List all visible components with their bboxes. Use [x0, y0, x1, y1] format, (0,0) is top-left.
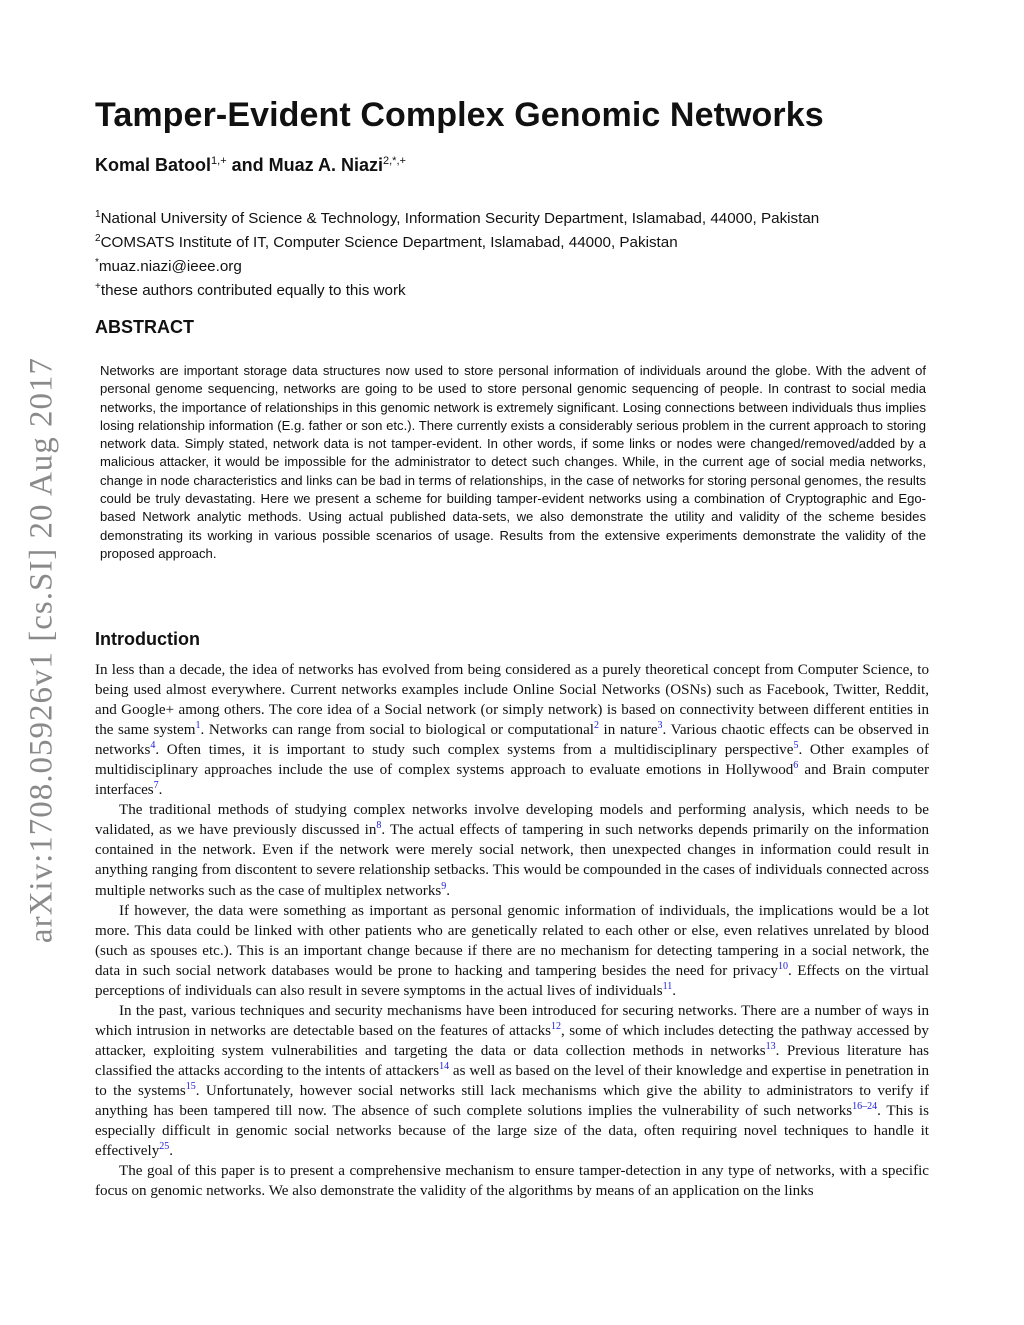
affiliation-text: COMSATS Institute of IT, Computer Science Department, Islamabad, 44000, Pakistan: [100, 234, 678, 252]
citation-link[interactable]: 5: [793, 740, 799, 752]
body-paragraph: [95, 901, 929, 1001]
citation-link[interactable]: 15: [185, 1080, 196, 1092]
author-affiliation-mark: 2,*,+: [383, 155, 406, 167]
paragraph-text: . Effects on the virtual perceptions of individuals can also result in severe symptoms in the actual lives of individuals: [95, 962, 929, 999]
citation-link[interactable]: 7: [153, 780, 159, 792]
author-name: Komal Batool: [95, 155, 212, 175]
body-paragraph: [95, 1001, 929, 1161]
citation-link[interactable]: 3: [657, 720, 663, 732]
paragraph-text: as well as based on the level of their knowledge and expertise in penetration in to the systems: [95, 1062, 929, 1099]
affiliation-line: [95, 277, 819, 301]
citation-link[interactable]: 8: [376, 820, 382, 832]
affiliation-mark: 2: [95, 233, 101, 245]
paragraph-text: . Other examples of multidisciplinary approaches include the use of complex systems approach to evaluate emotions in Hollywood: [95, 742, 929, 779]
citation-link[interactable]: 11: [662, 980, 673, 992]
paragraph-text: .: [672, 982, 676, 999]
affiliation-text: these authors contributed equally to this work: [100, 282, 406, 300]
citation-link[interactable]: 16–24: [852, 1101, 878, 1112]
affiliation-mark: 1: [95, 209, 101, 220]
paper-title: Tamper-Evident Complex Genomic Networks: [95, 96, 824, 134]
paragraph-text: The goal of this paper is to present a comprehensive mechanism to ensure tamper-detection in any type of networks, with a specific focus on genomic networks. We also demonstrate the validity of the algorithms by means of an application on the links: [95, 1163, 929, 1200]
paragraph-text: . Networks can range from social to biological or computational: [200, 722, 594, 739]
paragraph-text: . Often times, it is important to study such complex systems from a multidisciplinary perspective: [155, 742, 794, 759]
paragraph-text: , some of which includes detecting the pathway accessed by attacker, exploiting system vulnerabilities and targeting the data or data collection methods in networks: [95, 1022, 929, 1059]
introduction-body: [95, 660, 929, 1201]
paragraph-text: In less than a decade, the idea of networks has evolved from being considered as a purely theoretical concept from Computer Science, to being used almost everywhere. Current networks examples include Online Social Networks (OSNs) such as Facebook, Twitter, Reddit, and Google+ among others. The core idea of a Social network (or simply network) is based on connectivity between different entities in the same system: [95, 662, 929, 739]
affiliation-line: [95, 253, 819, 277]
citation-link[interactable]: 6: [793, 760, 799, 772]
paragraph-text: . This is especially difficult in genomic social networks because of the large size of the data, often requiring novel techniques to handle it effectively: [95, 1103, 929, 1160]
author-affiliation-mark: 1,+: [211, 155, 227, 167]
arxiv-identifier-stamp: arXiv:1708.05926v1 [cs.SI] 20 Aug 2017: [23, 356, 60, 944]
citation-link[interactable]: 14: [439, 1060, 450, 1072]
paragraph-text: . Unfortunately, however social networks still lack mechanisms which give the ability to administrators to verify if anything has been tampered till now. The absence of such complete solutions implies the vulnerability of such networks: [95, 1082, 929, 1120]
abstract-text: Networks are important storage data structures now used to store personal information of individuals around the globe. With the advent of personal genome sequencing, networks are going to be used to store personal genomic sequencing of people. In contrast to social media networks, the importance of relationships in this genomic network is extremely significant. Losing connections between individuals thus implies losing relationship information (E.g. father or son etc.). There currently exists a considerably serious problem in the current approach to storing network data. Simply stated, network data is not tamper-evident. In other words, if some links or nodes were changed/removed/added by a malicious attacker, it would be impossible for the administrator to detect such changes. While, in the current age of social media networks, change in node characteristics and links can be bad in terms of relationships, in the case of networks for storing personal genomes, the results could be truly devastating. Here we present a scheme for building tamper-evident networks using a combination of Cryptographic and Ego-based Network analytic methods. Using actual published data-sets, we also demonstrate the utility and validity of the scheme besides demonstrating its working in various possible scenarios of usage. Results from the extensive experiments demonstrate the validity of the proposed approach.: [100, 363, 926, 561]
citation-link[interactable]: 10: [777, 960, 788, 972]
abstract-heading: ABSTRACT: [95, 317, 194, 337]
paragraph-text: and Brain computer interfaces: [95, 762, 929, 799]
paragraph-text: .: [158, 782, 163, 799]
citation-link[interactable]: 4: [150, 740, 156, 752]
citation-link[interactable]: 13: [765, 1040, 776, 1052]
affiliation-mark: +: [95, 281, 101, 293]
author-conjunction: and: [226, 155, 269, 175]
paragraph-text: .: [169, 1143, 174, 1160]
affiliation-text: National University of Science & Technology, Information Security Department, Islamabad, 44000, Pakistan: [100, 210, 820, 228]
body-paragraph: [95, 660, 929, 800]
citation-link[interactable]: 12: [551, 1020, 562, 1032]
affiliation-list: [95, 205, 819, 301]
affiliation-mark: *: [95, 257, 99, 269]
affiliation-line: [95, 229, 819, 253]
paragraph-text: . Various chaotic effects can be observed in networks: [95, 722, 929, 759]
body-paragraph: [95, 800, 929, 900]
paragraph-text: .: [446, 882, 451, 899]
author-list: [95, 155, 406, 176]
citation-link[interactable]: 9: [441, 880, 447, 892]
paragraph-text: . The actual effects of tampering in such networks depends primarily on the information contained in the network. Even if the network were merely social network, then unexpected changes in information could result in anything ranging from discontent to severe relationship setbacks. This would be compounded in the cases of individuals connected across multiple networks such as the case of multiplex networks: [95, 822, 929, 899]
section-heading-introduction: Introduction: [95, 629, 200, 649]
citation-link[interactable]: 25: [159, 1141, 170, 1153]
affiliation-line: [95, 205, 819, 229]
paragraph-text: in nature: [598, 722, 658, 739]
paragraph-text: . Previous literature has classified the attacks according to the intents of attackers: [95, 1042, 930, 1079]
paragraph-text: In the past, various techniques and security mechanisms have been introduced for securing networks. There are a number of ways in which intrusion in networks are detectable based on the features of attacks: [95, 1002, 929, 1039]
paragraph-text: The traditional methods of studying complex networks involve developing models and performing analysis, which needs to be validated, as we have previously discussed in: [95, 802, 929, 839]
corresponding-email: muaz.niazi@ieee.org: [98, 258, 242, 276]
citation-link[interactable]: 1: [195, 720, 201, 732]
body-paragraph: [95, 1161, 929, 1201]
citation-link[interactable]: 2: [593, 720, 599, 732]
paragraph-text: If however, the data were something as important as personal genomic information of individuals, the implications would be a lot more. This data could be linked with other patients who are genetically related to each other or else, even relatives unrelated by blood (such as spouses etc.). This is an important change because if there are no mechanism for detecting tampering in a social network, the data in such social network databases would be prone to hacking and tampering besides the need for privacy: [95, 902, 929, 979]
author-name: Muaz A. Niazi: [268, 155, 383, 175]
